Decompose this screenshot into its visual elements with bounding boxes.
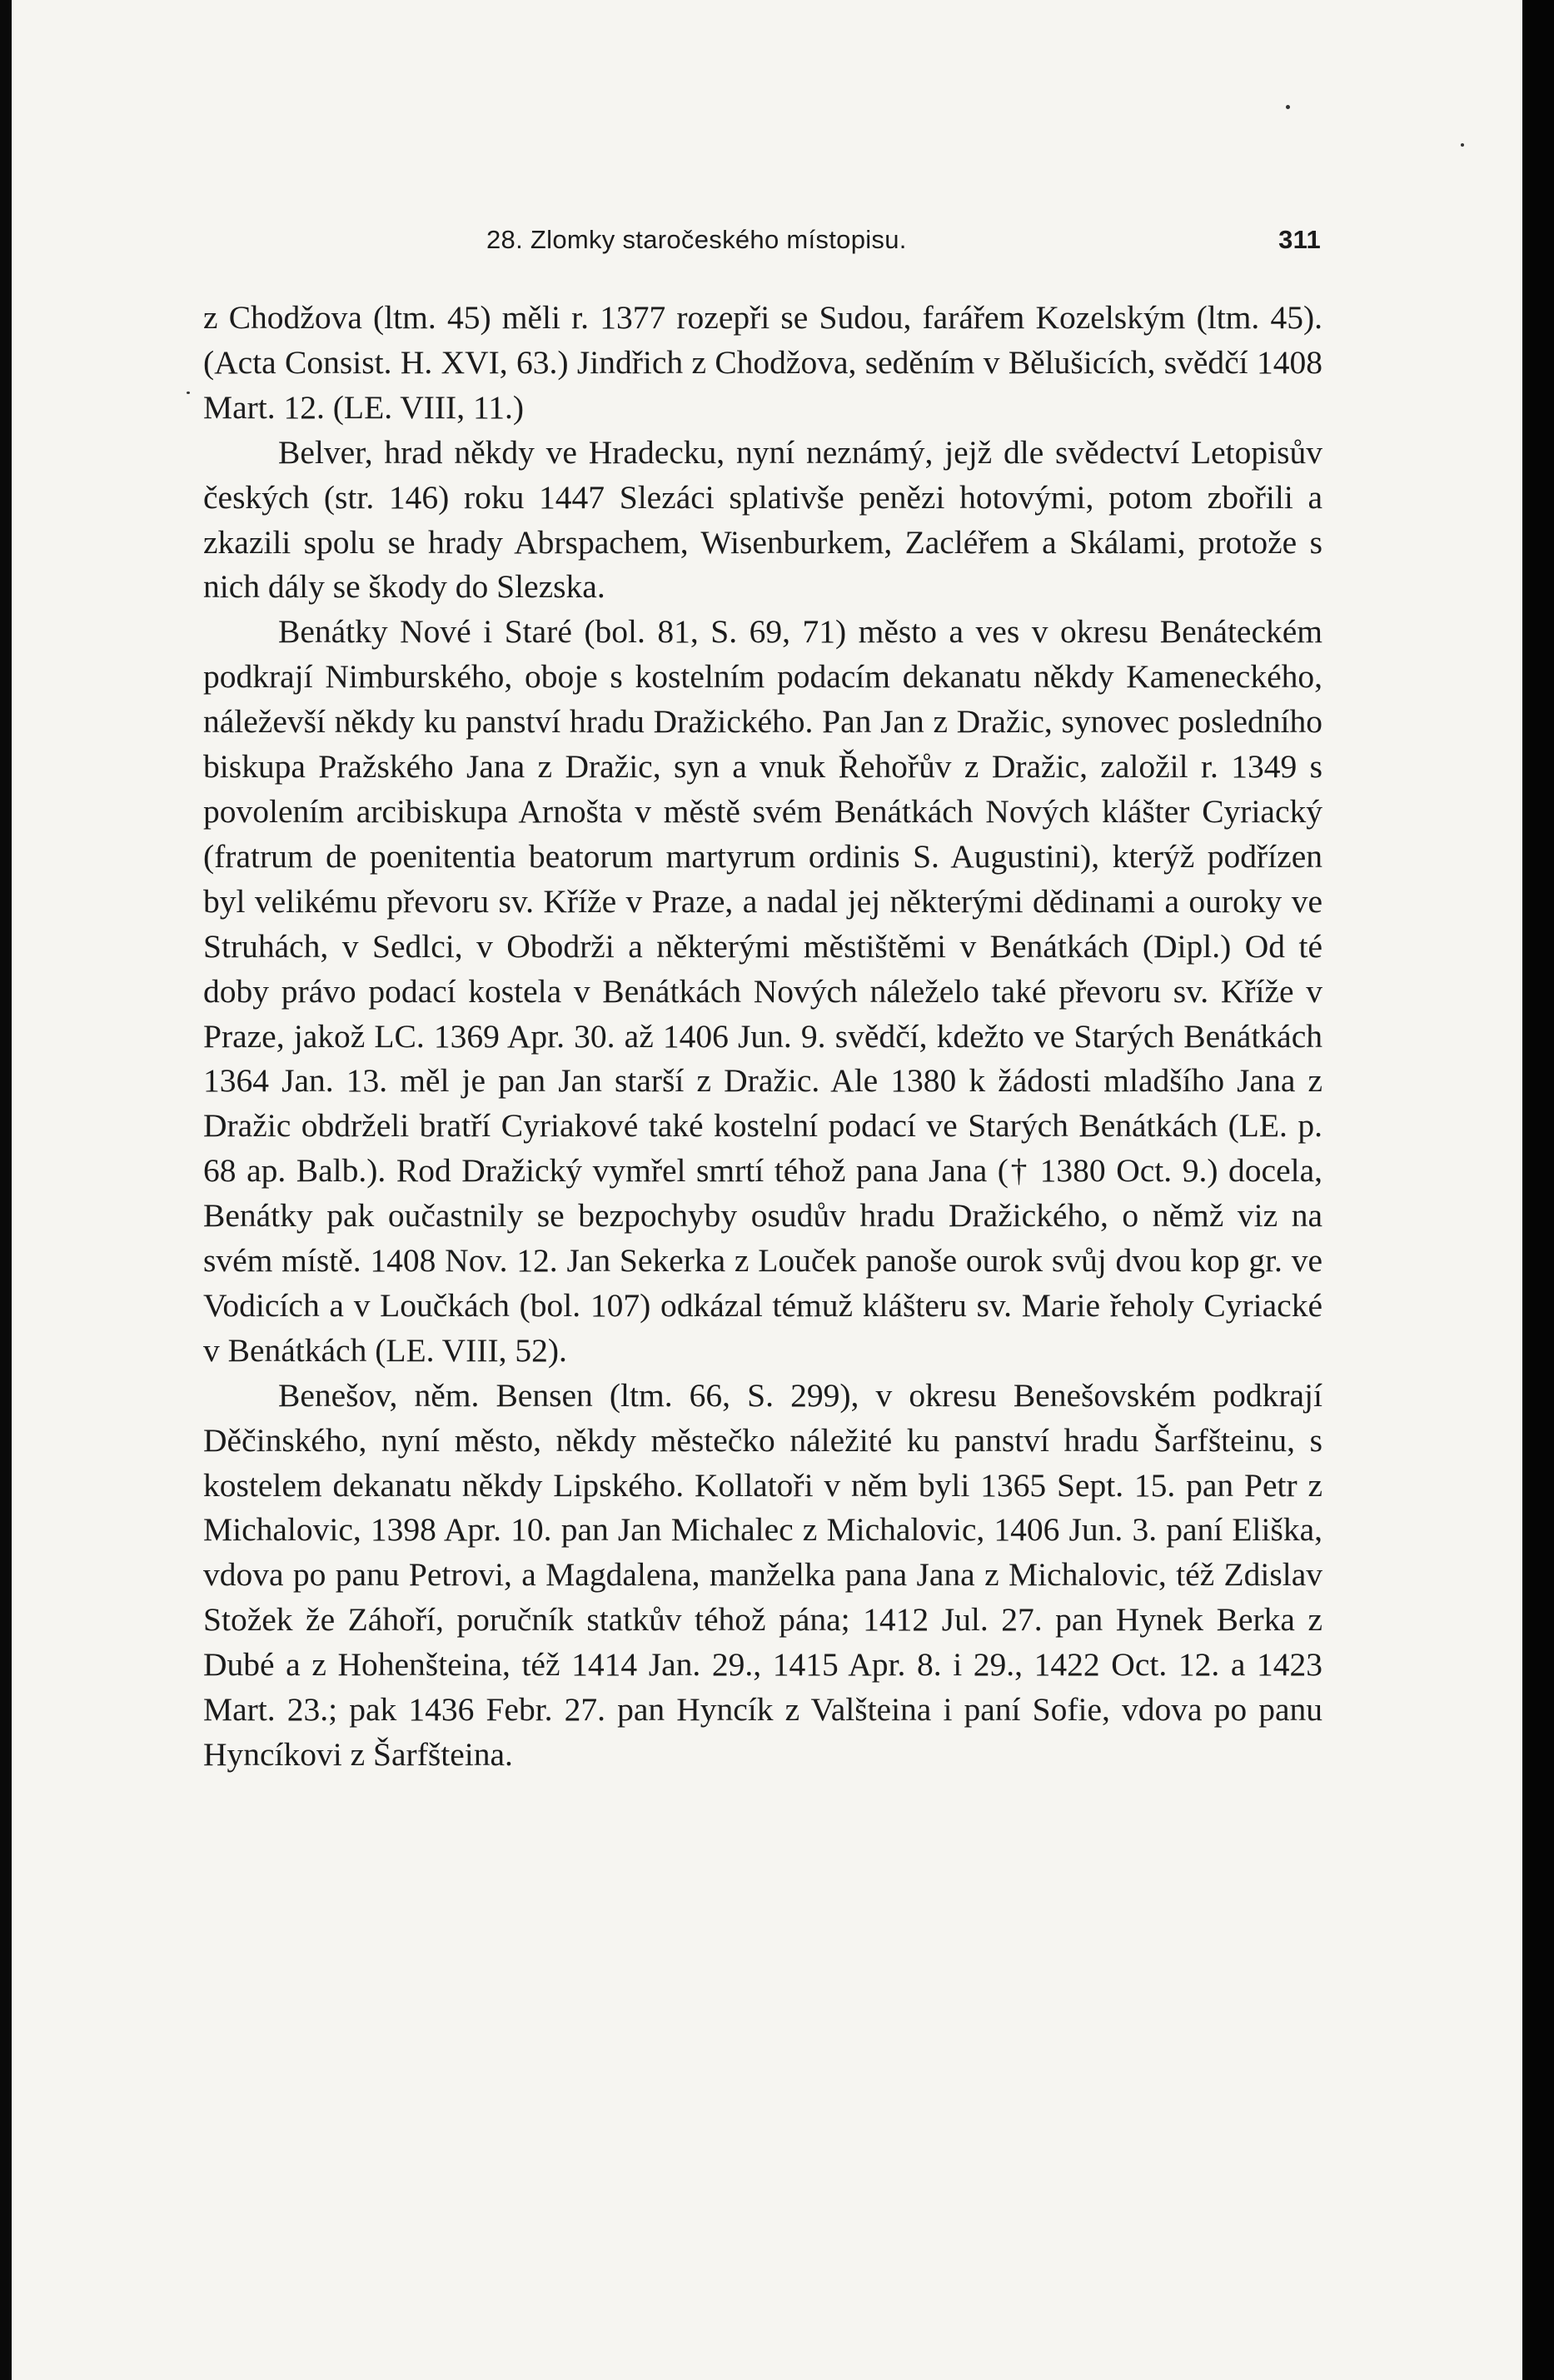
scan-speck xyxy=(187,392,190,394)
scan-border-right xyxy=(1522,0,1554,2380)
paragraph-benesov: Benešov, něm. Bensen (ltm. 66, S. 299), v okresu Benešovském podkrají Děčinského, nyní město, někdy městečko náležité ku panství hradu Šarfšteinu, s kostelem dekanatu někdy Lipského. Kollatoři v něm byli 1365 Sept. 15. pan Petr z Michalovic, 1398 Apr. 10. pan Jan Michalec z Michalovic, 1406 Jun. 3. paní Eliška, vdova po panu Petrovi, a Magdalena, manželka pana Jana z Michalovic, též Zdislav Stožek že Záhoří, poručník statkův téhož pána; 1412 Jul. 27. pan Hynek Berka z Dubé a z Hohenšteina, též 1414 Jan. 29., 1415 Apr. 8. i 29., 1422 Oct. 12. a 1423 Mart. 23.; pak 1436 Febr. 27. pan Hyncík z Valšteina i paní Sofie, vdova po panu Hyncíkovi z Šarfšteina. xyxy=(203,1376,1322,1773)
body-text xyxy=(203,296,1322,1778)
scan-speck xyxy=(1461,143,1464,147)
running-header xyxy=(486,225,1321,262)
running-title: 28. Zlomky staročeského místopisu. xyxy=(486,225,907,254)
page-number: 311 xyxy=(1278,225,1321,254)
paragraph-benatky: Benátky Nové i Staré (bol. 81, S. 69, 71) město a ves v okresu Benáteckém podkrají Nimburského, oboje s kostelním podacím dekanatu někdy Kameneckého, náleževší někdy ku panství hradu Dražického. Pan Jan z Dražic, synovec posledního biskupa Pražského Jana z Dražic, syn a vnuk Řehořův z Dražic, založil r. 1349 s povolením arcibiskupa Arnošta v městě svém Benátkách Nových klášter Cyriacký (fratrum de poenitentia beatorum martyrum ordinis S. Augustini), kterýž podřízen byl velikému převoru sv. Kříže v Praze, a nadal jej některými dědinami a ouroky ve Struhách, v Sedlci, v Obodrži a některými městištěmi v Benátkách (Dipl.) Od té doby právo podací kostela v Benátkách Nových náleželo také převoru sv. Kříže v Praze, jakož LC. 1369 Apr. 30. až 1406 Jun. 9. svědčí, kdežto ve Starých Benátkách 1364 Jan. 13. měl je pan Jan starší z Dražic. Ale 1380 k žádosti mladšího Jana z Dražic obdrželi bratří Cyriakové také kostelní podací ve Starých Benátkách (LE. p. 68 ap. Balb.). Rod Dražický vymřel smrtí téhož pana Jana († 1380 Oct. 9.) docela, Benátky pak oučastnily se bezpochyby osudův hradu Dražického, o němž viz na svém místě. 1408 Nov. 12. Jan Sekerka z Louček panoše ourok svůj dvou kop gr. ve Vodicích a v Loučkách (bol. 107) odkázal témuž klášteru sv. Marie řeholy Cyriacké v Benátkách (LE. VIII, 52). xyxy=(203,613,1322,1369)
scan-speck xyxy=(1286,105,1290,109)
book-page xyxy=(12,0,1522,2380)
scan-border-left xyxy=(0,0,12,2380)
paragraph-belver: Belver, hrad někdy ve Hradecku, nyní neznámý, jejž dle svědectví Letopisův českých (str. 146) roku 1447 Slezáci splativše penězi hotovými, potom zbořili a zkazili spolu se hrady Abrspachem, Wisenburkem, Zacléřem a Skálami, protože s nich dály se škody do Slezska. xyxy=(203,433,1322,606)
paragraph-chodzov-continuation: z Chodžova (ltm. 45) měli r. 1377 rozepři se Sudou, farářem Kozelským (ltm. 45). (Acta Consist. H. XVI, 63.) Jindřich z Chodžova, seděním v Bělušicích, svědčí 1408 Mart. 12. (LE. VIII, 11.) xyxy=(203,299,1322,426)
